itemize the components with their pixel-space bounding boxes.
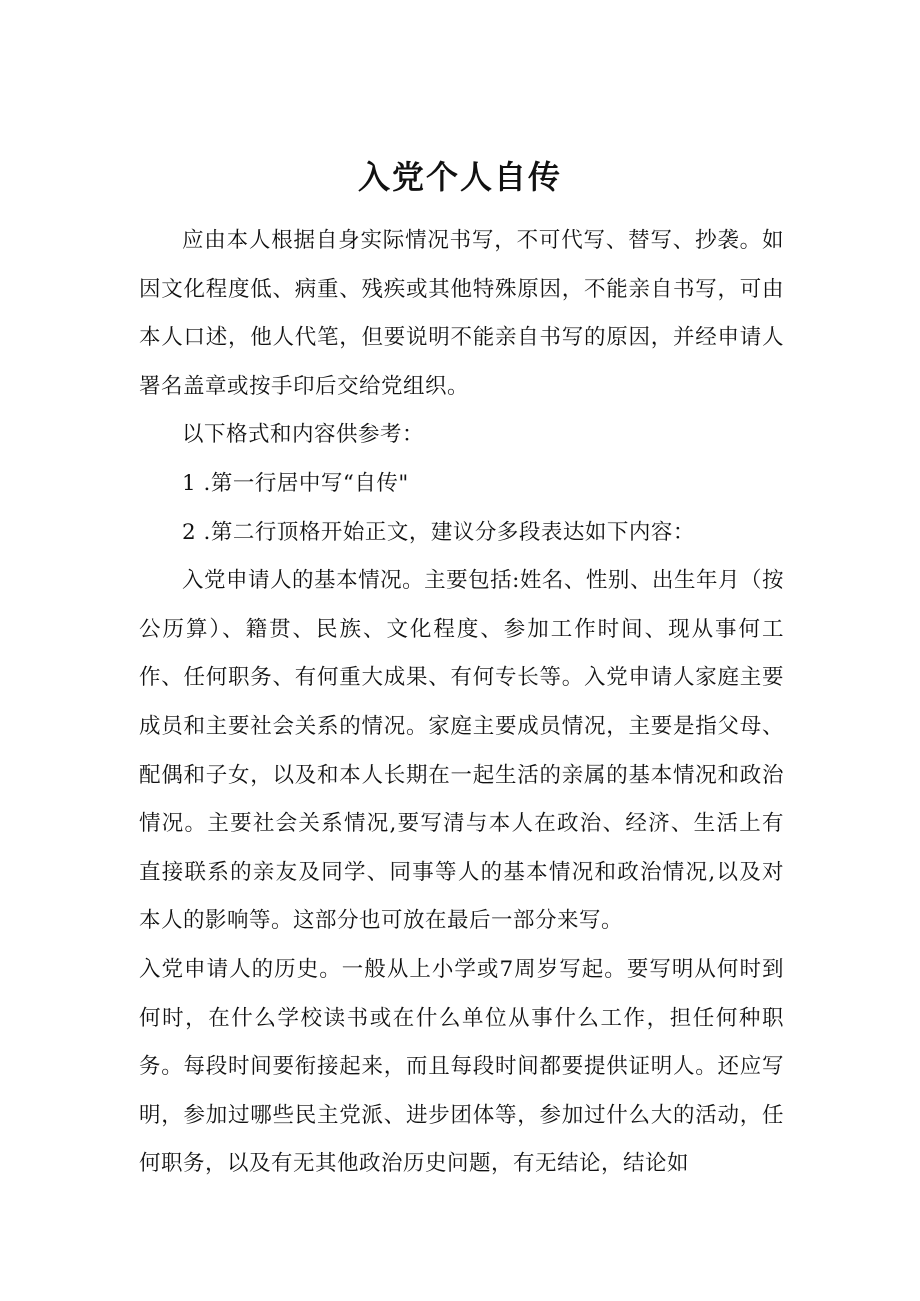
paragraph-intro: 应由本人根据自身实际情况书写，不可代写、替写、抄袭。如因文化程度低、病重、残疾或其他特殊原因，不能亲自书写，可由本人口述，他人代笔，但要说明不能亲自书写的原因，并经申请人署名盖章或按手印后交给党组织。	[139, 228, 784, 399]
document-body	[139, 217, 784, 1189]
paragraph-reference-note: 以下格式和内容供参考：	[182, 422, 425, 448]
paragraph-item-2: 2 .第二行顶格开始正文，建议分多段表达如下内容：	[182, 519, 695, 545]
paragraph-history: 入党申请人的历史。一般从上小学或7周岁写起。要写明从何时到何时，在什么学校读书或在什么单位从事什么工作，担任何种职务。每段时间要衔接起来，而且每段时间都要提供证明人。还应写明，参加过哪些民主党派、进步团体等，参加过什么大的活动，任何职务，以及有无其他政治历史问题，有无结论，结论如	[139, 956, 784, 1177]
paragraph-item-1: 1 .第一行居中写“自传"	[182, 470, 409, 496]
paragraph-basic-info: 入党申请人的基本情况。主要包括:姓名、性别、出生年月（按公历算）、籍贯、民族、文化程度、参加工作时间、现从事何工作、任何职务、有何重大成果、有何专长等。入党申请人家庭主要成员和主要社会关系的情况。家庭主要成员情况，主要是指父母、配偶和子女，以及和本人长期在一起生活的亲属的基本情况和政治情况。主要社会关系情况,要写清与本人在政治、经济、生活上有直接联系的亲友及同学、同事等人的基本情况和政治情况,以及对本人的影响等。这部分也可放在最后一部分来写。	[139, 568, 784, 934]
document-title: 入党个人自传	[357, 158, 562, 196]
